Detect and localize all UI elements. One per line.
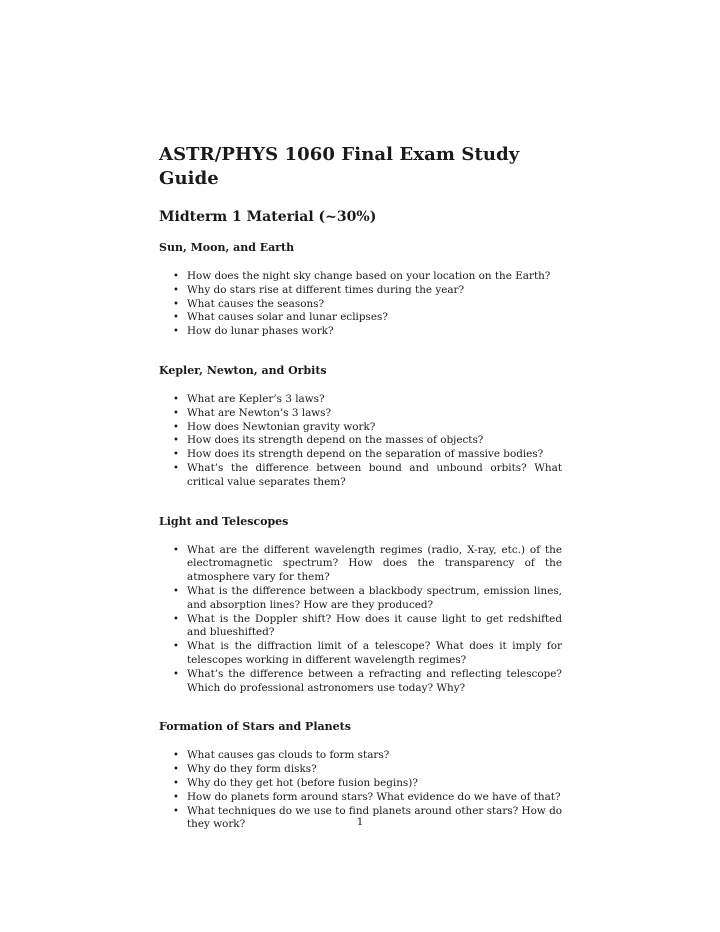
bullet-icon: • <box>173 777 179 789</box>
bullet-icon: • <box>173 312 179 324</box>
question-list <box>159 393 562 490</box>
bullet-icon: • <box>173 544 179 556</box>
bullet-icon: • <box>173 421 179 433</box>
subsection <box>159 240 562 339</box>
list-item: • What’s the difference between bound and unbound orbits? What critical value separates them? <box>173 461 562 488</box>
subsection <box>159 514 562 696</box>
bullet-icon: • <box>173 641 179 653</box>
bullet-icon: • <box>173 435 179 447</box>
list-item: • What is the diffraction limit of a telescope? What does it imply for telescopes working in different wavelength regimes? <box>173 640 562 666</box>
list-item: • How do planets form around stars? What evidence do we have of that? <box>173 790 561 803</box>
list-item: • Why do stars rise at different times during the year? <box>173 283 465 296</box>
subsection <box>159 363 562 490</box>
bullet-icon: • <box>173 407 179 419</box>
list-item: • What’s the difference between a refracting and reflecting telescope? Which do professional astronomers use today? Why? <box>173 667 562 694</box>
bullet-icon: • <box>173 284 179 296</box>
list-item: • How do lunar phases work? <box>173 325 334 338</box>
subsection-heading: Light and Telescopes <box>159 514 289 528</box>
list-item: • What is the Doppler shift? How does it cause light to get redshifted and blueshifted? <box>173 612 562 639</box>
bullet-icon: • <box>173 764 179 776</box>
list-item: • What causes the seasons? <box>173 297 325 310</box>
bullet-icon: • <box>173 271 179 282</box>
page-content <box>159 143 562 832</box>
subsection-heading: Sun, Moon, and Earth <box>159 241 295 254</box>
list-item: • What causes gas clouds to form stars? <box>173 749 390 762</box>
list-item: • What is the difference between a blackbody spectrum, emission lines, and absorption lines? How are they produced? <box>173 584 562 611</box>
list-item: • What are Newton’s 3 laws? <box>173 406 332 419</box>
list-item: • How does the night sky change based on your location on the Earth? <box>173 270 551 282</box>
question-list <box>159 270 562 339</box>
bullet-icon: • <box>173 805 179 817</box>
list-item: • How does its strength depend on the separation of massive bodies? <box>173 448 544 461</box>
page-number: 1 <box>356 816 364 828</box>
list-item: • What are Kepler’s 3 laws? <box>173 392 325 405</box>
list-item: • What causes solar and lunar eclipses? <box>173 311 388 324</box>
bullet-icon: • <box>173 668 179 680</box>
bullet-icon: • <box>173 585 179 597</box>
bullet-icon: • <box>173 462 179 474</box>
subsection-heading: Formation of Stars and Planets <box>159 720 351 734</box>
subsection-heading: Kepler, Newton, and Orbits <box>159 363 327 377</box>
document-title: ASTR/PHYS 1060 Final Exam Study Guide <box>159 144 520 189</box>
list-item: • Why do they get hot (before fusion begins)? <box>173 776 418 789</box>
bullet-icon: • <box>173 613 179 625</box>
bullet-icon: • <box>173 791 179 803</box>
section-heading: Midterm 1 Material (~30%) <box>159 209 377 225</box>
list-item: • How does Newtonian gravity work? <box>173 420 376 433</box>
bullet-icon: • <box>173 750 179 762</box>
list-item: • What techniques do we use to find planets around other stars? How do they work? <box>173 804 562 831</box>
bullet-icon: • <box>173 393 179 405</box>
bullet-icon: • <box>173 298 179 310</box>
list-item: • How does its strength depend on the masses of objects? <box>173 434 484 447</box>
bullet-icon: • <box>173 449 179 461</box>
question-list <box>159 544 562 696</box>
list-item: • Why do they form disks? <box>173 763 317 776</box>
list-item: • What are the different wavelength regimes (radio, X-ray, etc.) of the electromagnetic spectrum? How does the transparency of the atmosphere vary for them? <box>173 543 562 584</box>
bullet-icon: • <box>173 326 179 338</box>
